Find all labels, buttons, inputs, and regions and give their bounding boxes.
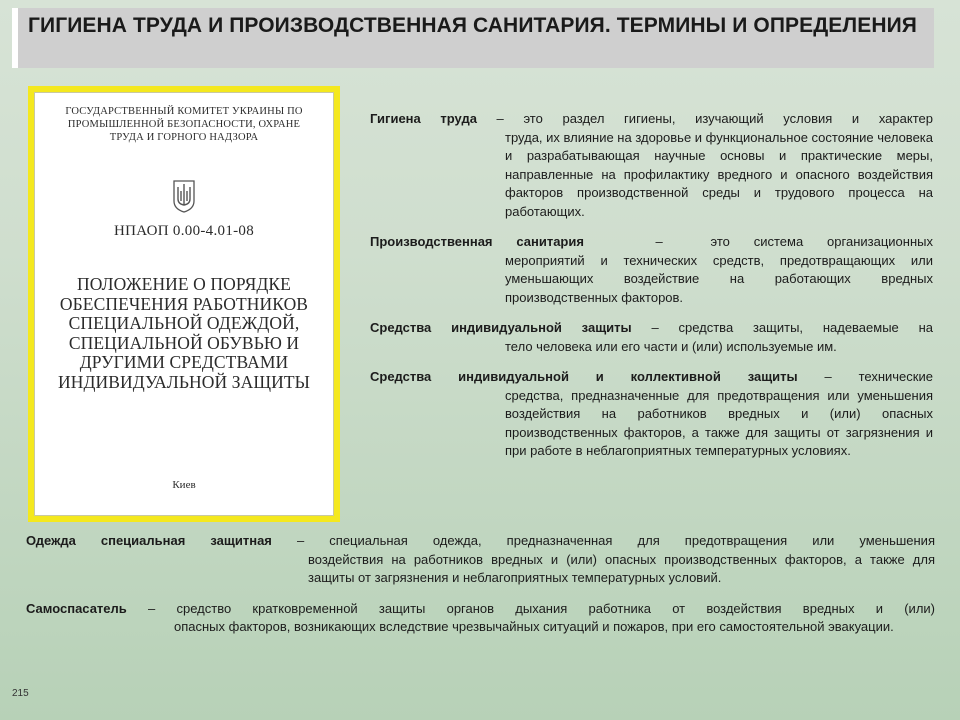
definition-first-line: это раздел гигиены, изучающий условия и характер (523, 111, 933, 126)
document-cover-image (28, 86, 340, 522)
page-number: 215 (12, 688, 29, 699)
trident-coat-of-arms-icon (172, 179, 196, 213)
definition-text: воздействия на работников вредных и (или) опасных производственных факторов, а также для защиты от загрязнения и неблагоприятных температурных условий. (308, 551, 935, 585)
definition-first-line: технические (858, 369, 933, 384)
definitions-list (370, 110, 933, 473)
slide-title: ГИГИЕНА ТРУДА И ПРОИЗВОДСТВЕННАЯ САНИТАРИЯ. ТЕРМИНЫ И ОПРЕДЕЛЕНИЯ (28, 14, 917, 37)
definition-item (26, 532, 935, 588)
definition-item (370, 110, 933, 221)
document-title: ПОЛОЖЕНИЕ О ПОРЯДКЕ ОБЕСПЕЧЕНИЯ РАБОТНИКОВ СПЕЦИАЛЬНОЙ ОДЕЖДОЙ, СПЕЦИАЛЬНОЙ ОБУВЬЮ И ДРУГИМИ СРЕДСТВАМИ ИНДИВИДУАЛЬНОЙ ЗАЩИТЫ (58, 274, 310, 392)
definition-text: труда, их влияние на здоровье и функциональное состояние человека и разрабатывающая научные основы и практические меры, направленные на профилактику вредного и опасного воздействия факторов производственной среды и трудового процесса на работающих. (505, 129, 933, 219)
definition-first-line: средство кратковременной защиты органов дыхания работника от воздействия вредных и (или) (176, 600, 935, 616)
definitions-list-wide (26, 532, 935, 649)
definition-first-line: специальная одежда, предназначенная для предотвращения или уменьшения (329, 533, 935, 548)
document-cover-page (34, 92, 334, 516)
definition-item (26, 600, 935, 637)
definition-first-line: средства защиты, надеваемые на (678, 320, 933, 335)
definition-text: мероприятий и технических средств, предотвращающих или уменьшающих воздействие на работающих вредных производственных факторов. (505, 252, 933, 305)
term-dash: – (126, 600, 177, 616)
term-name: Гигиена труда (370, 111, 477, 126)
term-name: Самоспасатель (26, 600, 127, 616)
document-city: Киев (172, 479, 196, 491)
term-name: Производственная санитария (370, 234, 584, 249)
definition-item (370, 368, 933, 461)
document-code: НПАОП 0.00-4.01-08 (113, 223, 255, 239)
definition-first-line: это система организационных (710, 234, 933, 249)
title-bar (12, 8, 934, 68)
definition-item (370, 233, 933, 307)
definition-item (370, 319, 933, 356)
document-authority: ГОСУДАРСТВЕННЫЙ КОМИТЕТ УКРАИНЫ ПО ПРОМЫШЛЕННОЙ БЕЗОПАСНОСТИ, ОХРАНЕ ТРУДА И ГОРНОГО НАДЗОРА (65, 106, 303, 143)
term-dash: – (476, 111, 524, 126)
term-name: Средства индивидуальной защиты (370, 320, 632, 335)
definition-text: тело человека или его части и (или) используемые им. (505, 338, 837, 354)
term-dash: – (797, 369, 859, 384)
definition-text: средства, предназначенные для предотвращения или уменьшения воздействия на работников вредных и (или) опасных производственных факторов, а также для защиты от загрязнения и при работе в неблагоприятных температурных условиях. (505, 387, 933, 458)
term-name: Одежда специальная защитная (26, 533, 272, 548)
definition-text: опасных факторов, возникающих вследствие чрезвычайных ситуаций и пожаров, при его самостоятельной эвакуации. (174, 619, 894, 634)
term-dash: – (583, 234, 711, 249)
term-dash: – (271, 533, 330, 548)
term-dash: – (631, 320, 679, 335)
term-name: Средства индивидуальной и коллективной защиты (370, 369, 798, 384)
